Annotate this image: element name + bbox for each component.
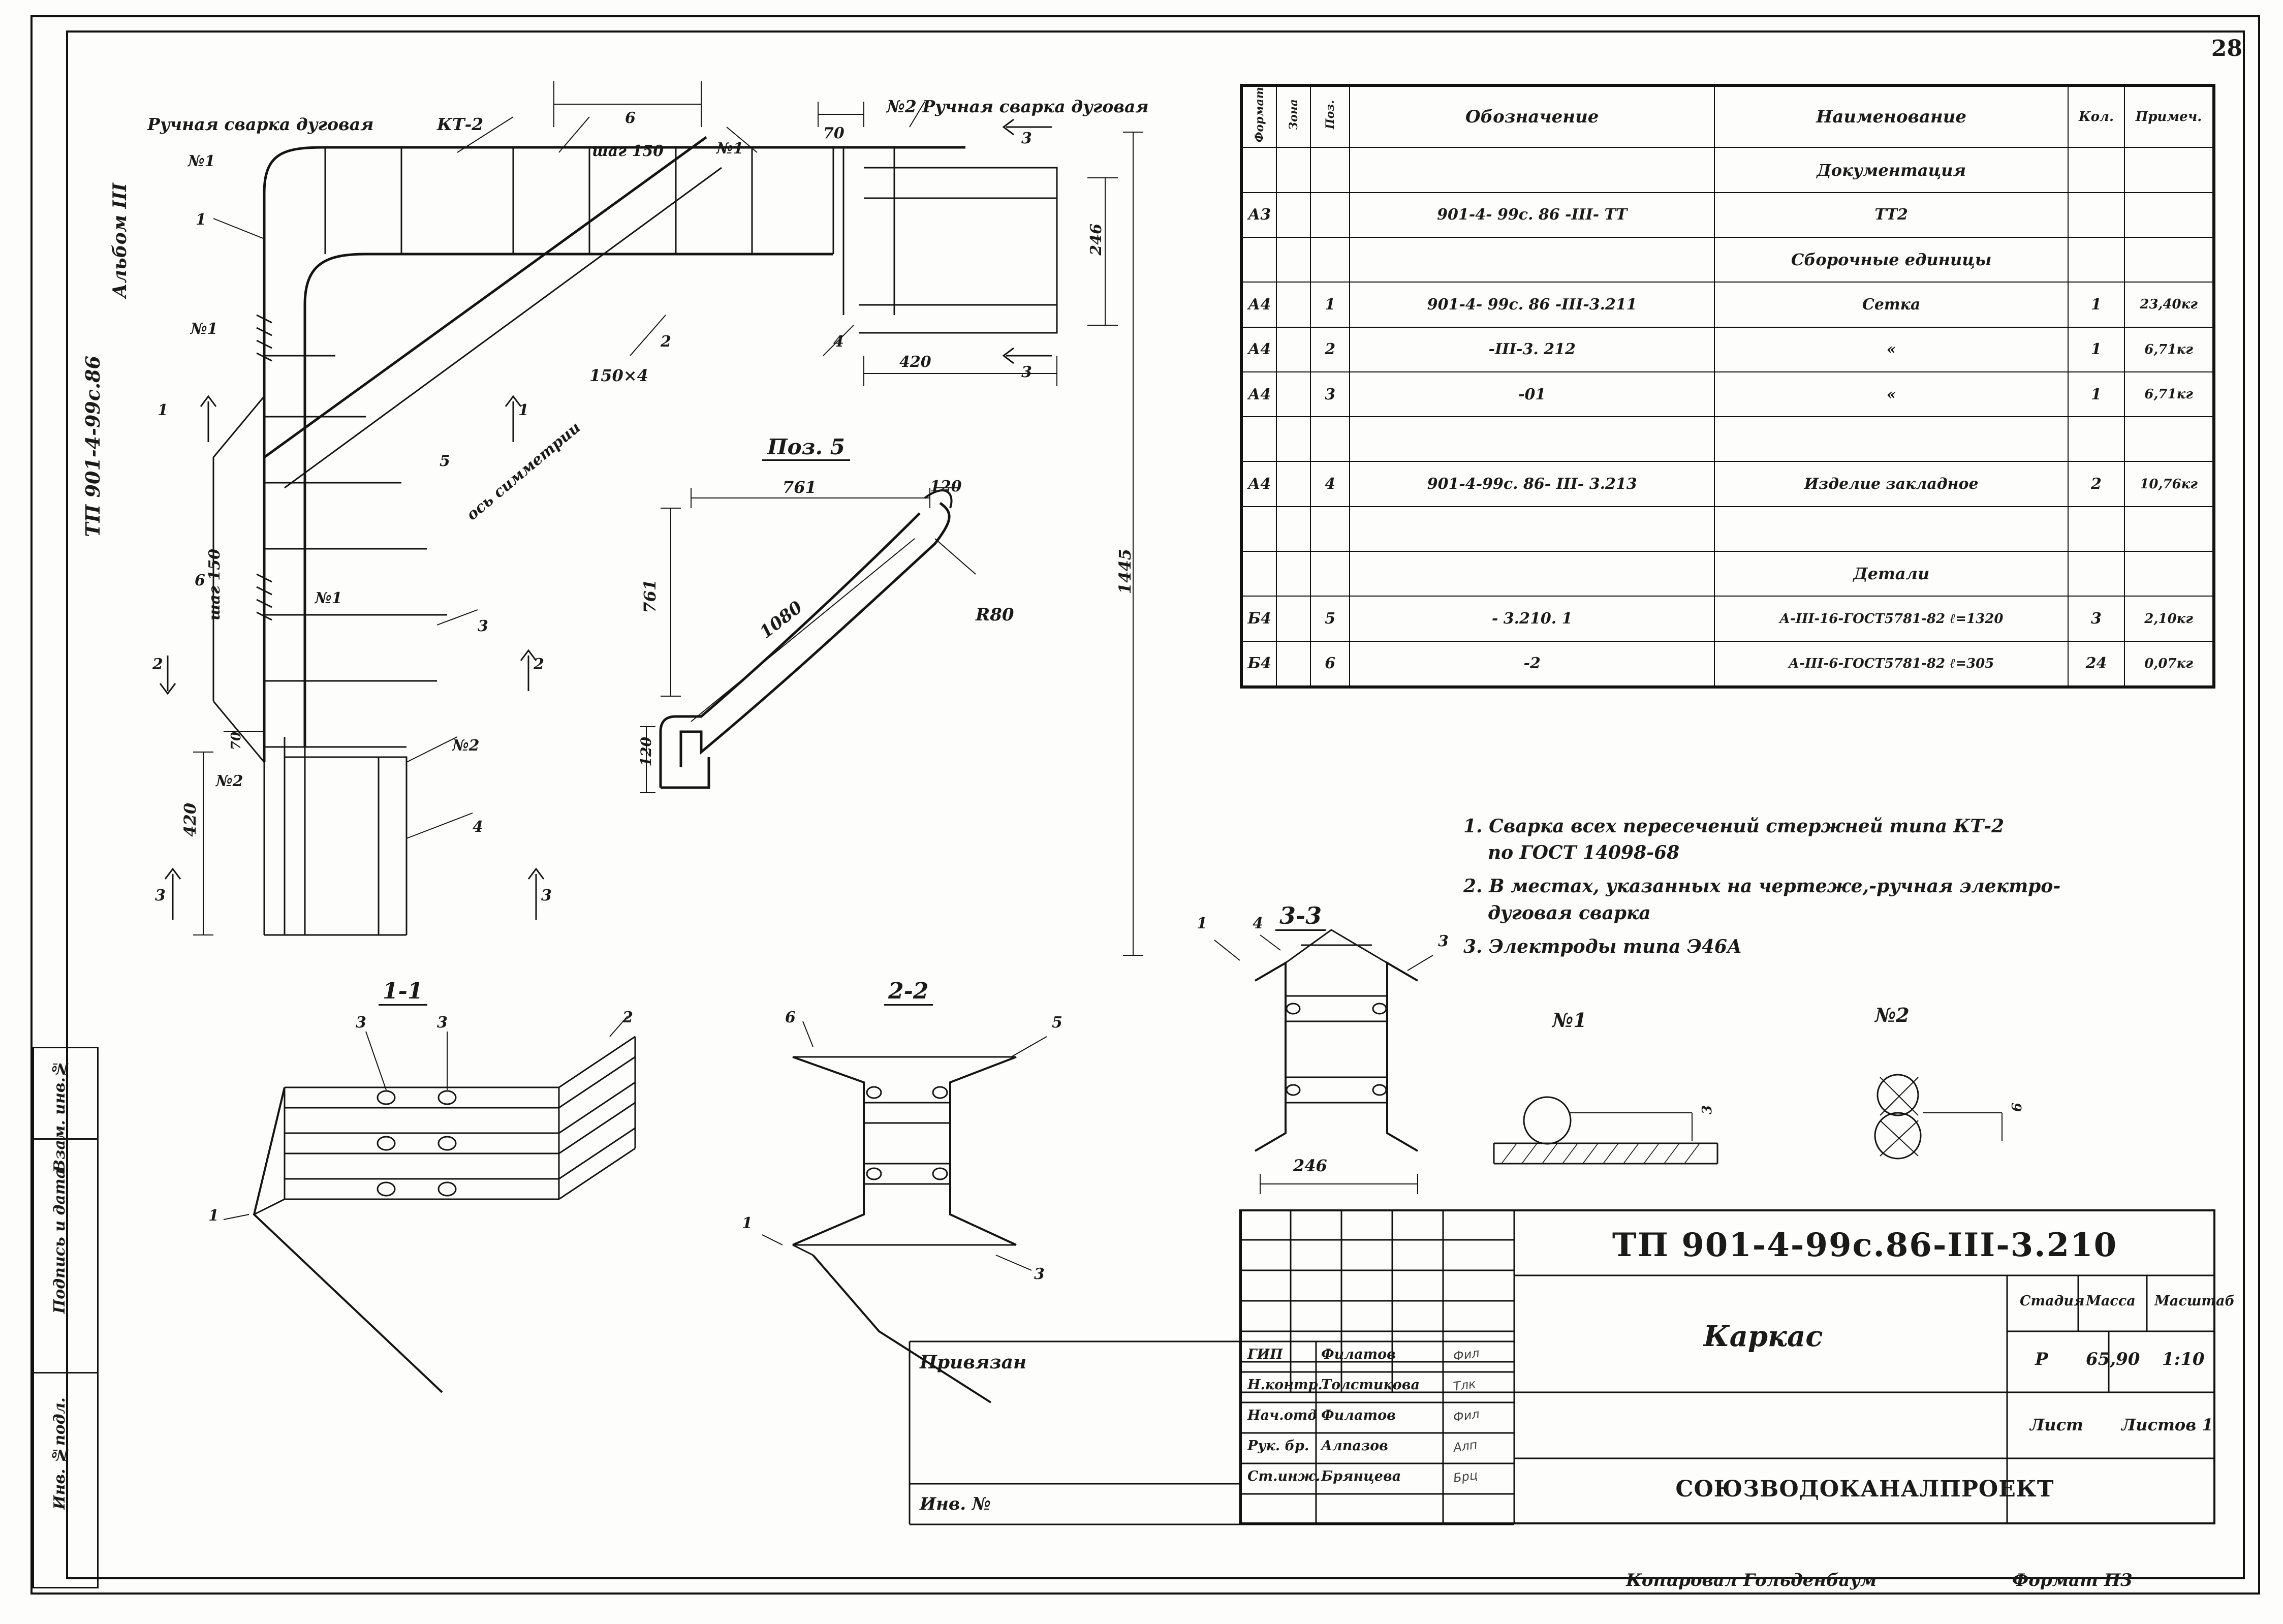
cell-pos: 5 [1310,596,1349,641]
title-block-organization: СОЮЗВОДОКАНАЛПРОЕКТ [1675,1476,2054,1502]
mark-4-bottom: 4 [473,818,483,836]
label-sheet: Лист [2030,1415,2083,1434]
approval-role-2: Н.контр. [1247,1377,1323,1393]
dim-420-top: 420 [899,353,931,371]
sec22-mark-6: 6 [785,1009,796,1026]
stub-label-sign-date: Подпись и дата [51,1169,69,1314]
section-title: Документация [1714,147,2068,192]
weld-detail-2-size: 6 [2010,1103,2025,1112]
copied-by-text: Копировал Гольденбаум [1626,1570,1877,1590]
sec11-mark-3b: 3 [437,1014,448,1032]
section-3-3-title: 3-3 [1275,902,1326,931]
pitch-150-left: шаг 150 [206,549,224,621]
pos5-title: Поз. 5 [762,434,850,461]
approval-role-3: Нач.отд [1247,1408,1318,1423]
note-cont-1: по ГОСТ 14098-68 [1488,842,1680,864]
weld-mark-kt2: КТ-2 [437,114,484,134]
dim-70-left: 70 [229,732,244,751]
approval-role-4: Рук. бр. [1247,1438,1309,1454]
header-note: Примеч. [2124,86,2213,147]
pos5-dim-120-bottom: 120 [638,737,654,767]
cell-name: ТТ2 [1714,193,2068,237]
sec22-mark-3: 3 [1034,1265,1045,1283]
approval-role-5: Ст.инж. [1247,1469,1321,1484]
cell-qty: 1 [2068,327,2124,372]
label-sheets: Листов 1 [2121,1415,2213,1434]
value-mass: 65,90 [2086,1349,2140,1369]
cell-format: Б4 [1242,641,1276,686]
cell-qty: 2 [2068,461,2124,506]
sec22-mark-1: 1 [742,1214,753,1232]
sec11-mark-1: 1 [208,1207,219,1225]
mark-3-right-top: 3 [1021,130,1032,147]
section-mark-2-right: 2 [534,655,544,673]
cell-format: А3 [1242,193,1276,237]
cell-note: 10,76кг [2124,461,2213,506]
approval-name-4: Алпазов [1321,1438,1388,1454]
approval-signature-2: Тлк [1452,1377,1477,1394]
weld-tag-1-d: №1 [315,589,342,607]
dim-1445: 1445 [1115,549,1135,595]
pitch-150-top: шаг 150 [592,142,664,160]
mark-2-top: 2 [661,333,671,351]
section-mark-2-left: 2 [152,655,163,673]
sec22-mark-5: 5 [1052,1014,1062,1032]
callout-1-top: 1 [196,211,206,229]
note-cont-2: дуговая сварка [1488,902,1651,924]
approval-name-5: Брянцева [1321,1469,1401,1484]
cell-format: А4 [1242,282,1276,327]
cell-name: А-III-16-ГОСТ5781-82 ℓ=1320 [1714,596,2068,641]
cell-name: « [1714,372,2068,417]
cell-format: А4 [1242,461,1276,506]
weld-tag-2-left: №2 [216,772,243,790]
cell-designation: - 3.210. 1 [1350,596,1715,641]
callout-6-left: 6 [195,572,205,589]
approval-signature-3: Фил [1452,1407,1481,1425]
section-title: Сборочные единицы [1714,237,2068,282]
pos5-dim-120-top: 120 [930,478,962,495]
note-number-3: 3. [1463,935,1483,957]
pos5-dim-1080: 1080 [756,597,806,643]
header-format: Формат [1242,86,1276,147]
section-2-2-title: 2-2 [884,978,933,1006]
section-mark-3-right: 3 [541,887,552,904]
dim-70-top: 70 [823,124,845,142]
cell-name: Сетка [1714,282,2068,327]
section-mark-3-left: 3 [155,887,166,904]
sec33-mark-3: 3 [1438,932,1449,950]
cell-designation: 901-4- 99с. 86 -III- ТТ [1350,193,1715,237]
cell-note: 6,71кг [2124,372,2213,417]
cell-pos: 6 [1310,641,1349,686]
note-number-2: 2. [1463,876,1483,897]
value-scale: 1:10 [2162,1349,2205,1369]
format-text: Формат П3 [2012,1570,2133,1590]
cell-qty: 1 [2068,282,2124,327]
label-stage: Стадия [2020,1293,2085,1309]
label-inv-number: Инв. № [920,1494,991,1514]
sec33-dim-246: 246 [1293,1156,1327,1175]
weld-tag-1-a: №1 [188,152,215,170]
header-name: Наименование [1714,86,2068,147]
pos5-radius: R80 [976,605,1014,625]
sec11-mark-2: 2 [622,1009,633,1026]
header-zone: Зона [1276,86,1310,147]
dim-246-right: 246 [1087,224,1105,256]
cell-format: А4 [1242,327,1276,372]
weld-label-1: Ручная сварка дуговая [147,114,374,134]
cell-qty: 3 [2068,596,2124,641]
cell-designation: -01 [1350,372,1715,417]
value-stage: Р [2035,1349,2048,1369]
section-mark-1-right: 1 [518,401,529,419]
weld-detail-1-title: №1 [1552,1009,1587,1032]
section-title: Детали [1714,551,2068,596]
header-qty: Кол. [2068,86,2124,147]
album-label: Альбом III [109,183,131,298]
header-pos: Поз. [1310,86,1349,147]
weld-label-2: №2 Ручная сварка дуговая [887,97,1149,116]
cell-note: 6,71кг [2124,327,2213,372]
cell-name: А-III-6-ГОСТ5781-82 ℓ=305 [1714,641,2068,686]
weld-detail-1-size: 3 [1700,1105,1715,1115]
cell-format: А4 [1242,372,1276,417]
sheet-code-vertical: ТП 901-4-99с.86 [81,356,104,537]
sec11-mark-3a: 3 [356,1014,366,1032]
weld-tag-1-b: №1 [716,140,744,158]
cell-pos: 2 [1310,327,1349,372]
approval-role-1: ГИП [1247,1347,1283,1362]
note-number-1: 1. [1463,816,1483,837]
cell-designation: 901-4-99с. 86- III- 3.213 [1350,461,1715,506]
header-designation: Обозначение [1350,86,1715,147]
cell-qty: 1 [2068,372,2124,417]
approval-signature-1: Фил [1452,1346,1481,1364]
dim-150x4: 150×4 [589,366,648,385]
cell-pos: 1 [1310,282,1349,327]
pos5-dim-761-top: 761 [783,478,817,497]
mark-3-mid: 3 [478,617,488,635]
stub-label-inv: Инв. №подл. [51,1397,69,1510]
cell-note: 2,10кг [2124,596,2213,641]
note-text-3: Электроды типа Э46А [1489,935,1742,957]
section-1-1-title: 1-1 [379,978,427,1006]
cell-note: 0,07кг [2124,641,2213,686]
cell-designation: -2 [1350,641,1715,686]
weld-tag-2-right: №2 [452,737,480,755]
stub-label-vzam: Взам. инв.№ [51,1059,69,1173]
title-block-product-name: Каркас [1703,1320,1823,1353]
cell-qty: 24 [2068,641,2124,686]
cell-name: Изделие закладное [1714,461,2068,506]
approval-signature-4: Алп [1452,1437,1479,1455]
approval-name-2: Толстикова [1321,1377,1420,1393]
cell-note: 23,40кг [2124,282,2213,327]
pos5-dim-761-left: 761 [640,579,660,613]
cell-format: Б4 [1242,596,1276,641]
approval-name-1: Филатов [1321,1347,1396,1362]
cell-designation: -III-3. 212 [1350,327,1715,372]
sec33-mark-1: 1 [1197,915,1207,932]
label-scale: Масштаб [2154,1293,2235,1309]
approval-signature-5: Брц [1452,1467,1479,1486]
cell-designation: 901-4- 99с. 86 -III-3.211 [1350,282,1715,327]
label-binding: Привязан [920,1352,1027,1373]
page-number: 28 [2211,36,2242,61]
callout-5-axis: 5 [440,452,450,470]
weld-tag-1-c: №1 [191,320,218,338]
dim-420-left: 420 [180,803,200,837]
cell-pos: 3 [1310,372,1349,417]
cell-name: « [1714,327,2068,372]
sec33-mark-4: 4 [1253,915,1263,932]
note-text-2: В местах, указанных на чертеже,-ручная электро- [1489,876,2061,897]
axis-symmetry-label: ось симметрии [463,418,584,524]
weld-detail-2-title: №2 [1875,1004,1910,1026]
note-text-1: Сварка всех пересечений стержней типа КТ-2 [1489,816,2005,837]
section-mark-1-left: 1 [158,401,168,419]
label-mass: Масса [2086,1293,2136,1309]
mark-4-top: 4 [833,333,844,351]
cell-pos: 4 [1310,461,1349,506]
title-block-code: ТП 901-4-99с.86-III-3.210 [1612,1226,2118,1264]
approval-name-3: Филатов [1321,1408,1396,1423]
mark-3-right-bot: 3 [1021,363,1032,381]
callout-6-top: 6 [625,109,636,127]
